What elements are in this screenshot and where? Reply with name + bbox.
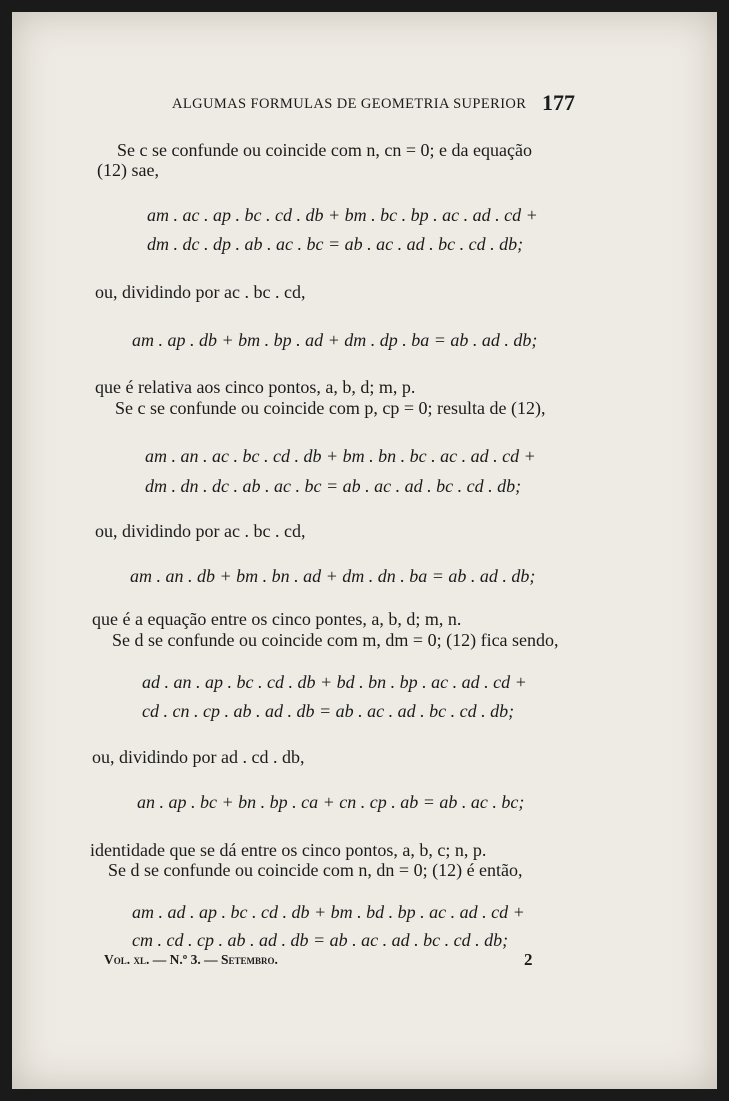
equation-line: am . ad . ap . bc . cd . db + bm . bd . bp . ac . ad . cd + (132, 902, 525, 922)
page-number: 177 (542, 90, 575, 115)
paragraph-line: Se c se confunde ou coincide com n, cn = 0; e da equação (117, 140, 532, 160)
equation-line: am . ap . db + bm . bp . ad + dm . dp . ba = ab . ad . db; (132, 330, 538, 350)
equation-line: am . an . db + bm . bn . ad + dm . dn . ba = ab . ad . db; (130, 566, 536, 586)
paragraph-line: Se c se confunde ou coincide com p, cp = 0; resulta de (12), (115, 398, 546, 418)
equation-line: an . ap . bc + bn . bp . ca + cn . cp . ab = ab . ac . bc; (137, 792, 525, 812)
journal-footer: Vol. xl. — N.º 3. — Setembro. (104, 952, 278, 967)
equation-line: am . ac . ap . bc . cd . db + bm . bc . bp . ac . ad . cd + (147, 205, 538, 225)
paragraph-line: identidade que se dá entre os cinco pontos, a, b, c; n, p. (90, 840, 487, 860)
paragraph-line: que é relativa aos cinco pontos, a, b, d; m, p. (95, 377, 416, 397)
paragraph-line: que é a equação entre os cinco pontes, a, b, d; m, n. (92, 609, 462, 629)
paragraph-line: ou, dividindo por ad . cd . db, (92, 747, 305, 767)
equation-line: dm . dc . dp . ab . ac . bc = ab . ac . ad . bc . cd . db; (147, 234, 524, 254)
equation-line: cm . cd . cp . ab . ad . db = ab . ac . ad . bc . cd . db; (132, 930, 509, 950)
paragraph-line: Se d se confunde ou coincide com n, dn = 0; (12) é então, (108, 860, 523, 880)
running-header: ALGUMAS FORMULAS DE GEOMETRIA SUPERIOR (172, 96, 527, 112)
paragraph-line: ou, dividindo por ac . bc . cd, (95, 282, 306, 302)
equation-line: am . an . ac . bc . cd . db + bm . bn . bc . ac . ad . cd + (145, 446, 536, 466)
paragraph-line: ou, dividindo por ac . bc . cd, (95, 521, 306, 541)
equation-line: ad . an . ap . bc . cd . db + bd . bn . bp . ac . ad . cd + (142, 672, 527, 692)
equation-line: cd . cn . cp . ab . ad . db = ab . ac . ad . bc . cd . db; (142, 701, 515, 721)
paragraph-line: Se d se confunde ou coincide com m, dm = 0; (12) fica sendo, (112, 630, 559, 650)
journal-page (12, 12, 717, 1089)
equation-line: dm . dn . dc . ab . ac . bc = ab . ac . ad . bc . cd . db; (145, 476, 522, 496)
paragraph-line: (12) sae, (97, 160, 159, 180)
signature-mark: 2 (524, 950, 533, 969)
